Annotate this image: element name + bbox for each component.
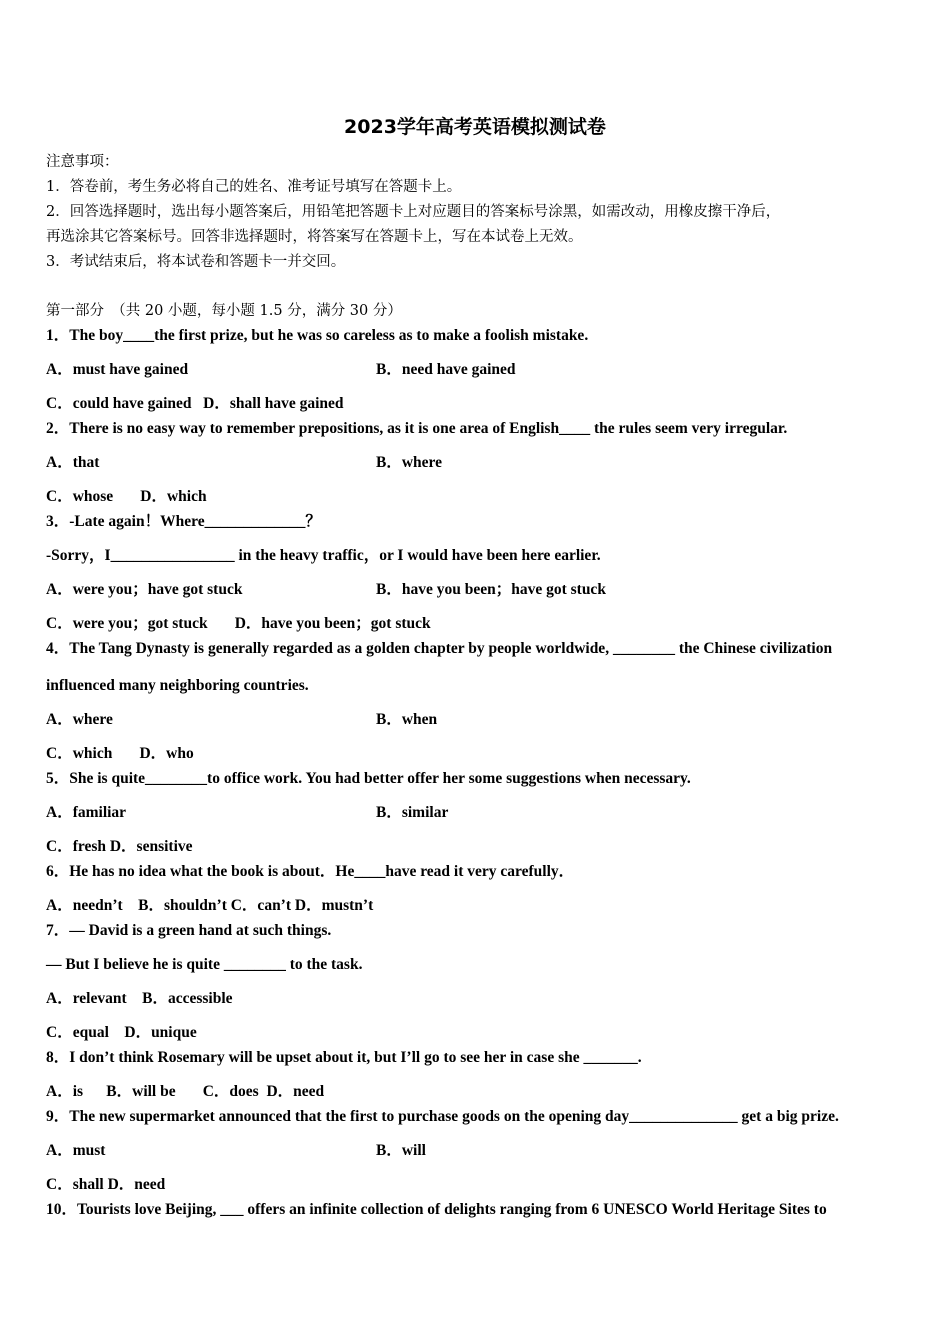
question-3-option-b: B．have you been；have got stuck <box>376 581 606 598</box>
question-7-stem: 7．— David is a green hand at such things. <box>46 922 332 939</box>
question-4-stem: 4．The Tang Dynasty is generally regarded as a golden chapter by people worldwide, ________ the Chinese civilization <box>46 640 833 657</box>
question-2-option-b: B．where <box>376 454 443 471</box>
question-4-options-cd: C．which D．who <box>46 745 194 762</box>
question-5-option-a: A．familiar <box>46 804 127 821</box>
question-3-stem: 3．-Late again！Where_____________？ <box>46 513 321 530</box>
question-5-stem: 5．She is quite________to office work. You had better offer her some suggestions when necessary. <box>46 770 691 787</box>
question-1-option-a: A．must have gained <box>46 361 189 378</box>
question-7-stem-2: — But I believe he is quite ________ to the task. <box>46 956 363 973</box>
question-9-option-b: B．will <box>376 1142 426 1159</box>
question-3-stem-2: -Sorry，I________________ in the heavy traffic，or I would have been here earlier. <box>46 547 601 564</box>
notice-item: 2．回答选择题时，选出每小题答案后，用铅笔把答题卡上对应题目的答案标号涂黑，如需改动，用橡皮擦干净后， <box>46 204 781 220</box>
question-4-stem-2: influenced many neighboring countries. <box>46 677 309 694</box>
question-6-stem: 6．He has no idea what the book is about．He____have read it very carefully． <box>46 863 575 880</box>
question-2-option-a: A．that <box>46 454 100 471</box>
question-9-options-cd: C．shall D．need <box>46 1176 166 1193</box>
question-2-options-cd: C．whose D．which <box>46 488 207 505</box>
question-1-stem: 1．The boy____the first prize, but he was so careless as to make a foolish mistake. <box>46 327 589 344</box>
question-2-stem: 2．There is no easy way to remember prepositions, as it is one area of English____ the rules seem very irregular. <box>46 420 788 437</box>
question-10-stem: 10．Tourists love Beijing, ___ offers an infinite collection of delights ranging from 6 UNESCO World Heritage Sites to <box>46 1201 827 1218</box>
question-8-options: A．is B．will be C．does D．need <box>46 1083 325 1100</box>
question-5-option-b: B．similar <box>376 804 449 821</box>
question-3-option-a: A．were you；have got stuck <box>46 581 243 598</box>
question-9-stem: 9．The new supermarket announced that the first to purchase goods on the opening day______________ get a big prize. <box>46 1108 839 1125</box>
question-4-option-b: B．when <box>376 711 438 728</box>
notice-heading: 注意事项： <box>46 154 119 170</box>
question-6-options: A．needn’t B．shouldn’t C．can’t D．mustn’t <box>46 897 374 914</box>
question-8-stem: 8．I don’t think Rosemary will be upset about it, but I’ll go to see her in case she _______. <box>46 1049 642 1066</box>
page-title: 2023学年高考英语模拟测试卷 <box>344 116 606 138</box>
notice-item: 再选涂其它答案标号。回答非选择题时，将答案写在答题卡上，写在本试卷上无效。 <box>46 229 583 245</box>
question-4-option-a: A．where <box>46 711 113 728</box>
question-7-options-ab: A．relevant B．accessible <box>46 990 233 1007</box>
question-7-options-cd: C．equal D．unique <box>46 1024 197 1041</box>
question-1-option-b: B．need have gained <box>376 361 516 378</box>
question-1-options-cd: C．could have gained D．shall have gained <box>46 395 344 412</box>
question-5-options-cd: C．fresh D．sensitive <box>46 838 193 855</box>
question-9-option-a: A．must <box>46 1142 106 1159</box>
notice-item: 1．答卷前，考生务必将自己的姓名、准考证号填写在答题卡上。 <box>46 179 462 195</box>
question-3-options-cd: C．were you；got stuck D．have you been；got stuck <box>46 615 431 632</box>
section-heading: 第一部分 （共 20 小题，每小题 1.5 分，满分 30 分） <box>46 303 402 319</box>
notice-item: 3．考试结束后，将本试卷和答题卡一并交回。 <box>46 254 346 270</box>
